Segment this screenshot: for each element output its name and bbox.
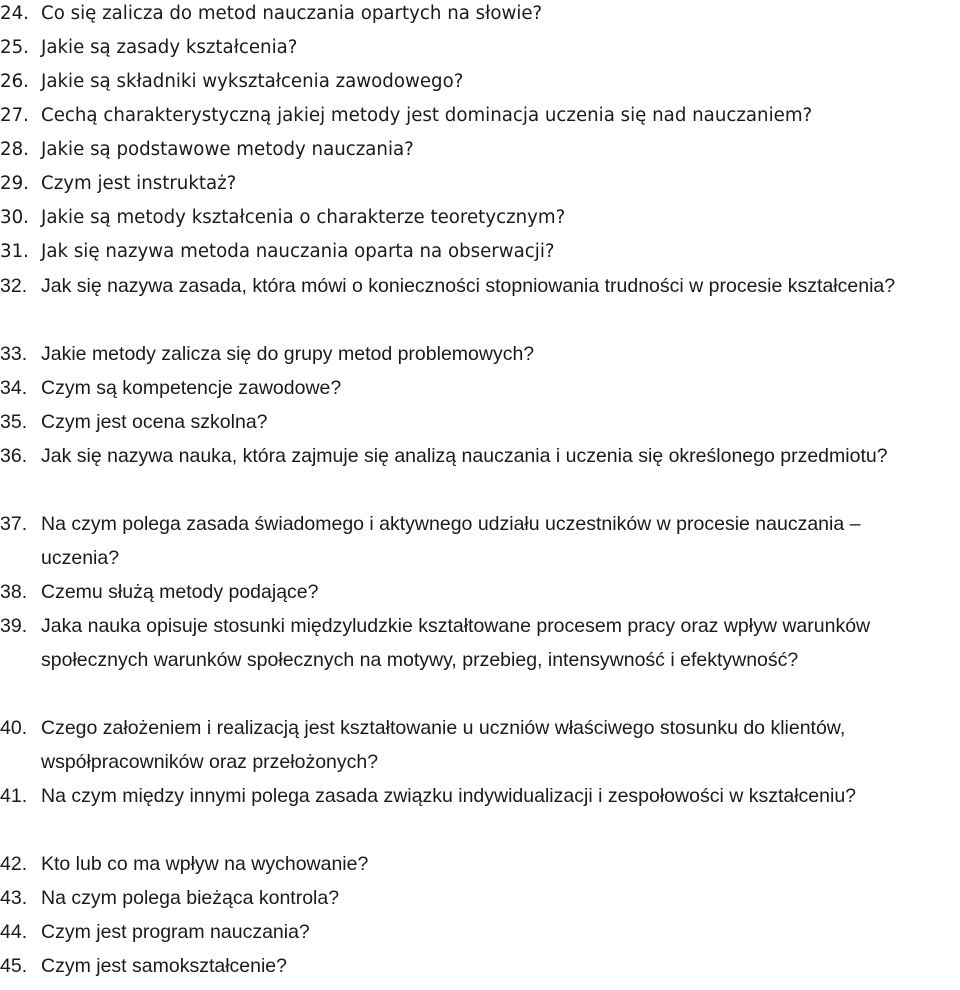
question-item-30	[0, 201, 940, 235]
question-text: Cechą charakterystyczną jakiej metody jest dominacja uczenia się nad nauczaniem?	[41, 105, 813, 126]
question-text: Czym jest samokształcenie?	[41, 955, 287, 977]
question-number: 41.	[0, 785, 28, 807]
question-text: Czym są kompetencje zawodowe?	[41, 377, 342, 399]
question-number: 35.	[0, 411, 28, 433]
question-number: 34.	[0, 377, 28, 399]
question-item-28	[0, 133, 940, 167]
question-text: Jakie są metody kształcenia o charakterze teoretycznym?	[41, 207, 566, 228]
question-text: Jaka nauka opisuje stosunki międzyludzkie kształtowane procesem pracy oraz wpływ warunków społecznych warunków społecznych na motywy, przebieg, intensywność i efektywność?	[41, 615, 871, 671]
question-text: Na czym polega zasada świadomego i aktywnego udziału uczestników w procesie nauczania – uczenia?	[41, 513, 861, 569]
question-text: Jak się nazywa nauka, która zajmuje się analizą nauczania i uczenia się określonego przedmiotu?	[41, 445, 888, 467]
question-number: 26.	[0, 71, 29, 92]
question-text: Na czym polega bieżąca kontrola?	[41, 887, 340, 909]
question-item-43	[0, 881, 940, 915]
question-text: Kto lub co ma wpływ na wychowanie?	[41, 853, 369, 875]
question-text: Czym jest instruktaż?	[41, 173, 237, 194]
question-item-36	[0, 439, 940, 507]
question-text: Jak się nazywa metoda nauczania oparta na obserwacji?	[41, 241, 555, 262]
question-item-35	[0, 405, 940, 439]
question-item-29	[0, 167, 940, 201]
question-number: 28.	[0, 139, 29, 160]
question-item-33	[0, 337, 940, 371]
question-number: 37.	[0, 513, 28, 535]
question-text: Jakie są składniki wykształcenia zawodowego?	[41, 71, 464, 92]
question-item-44	[0, 915, 940, 949]
question-item-34	[0, 371, 940, 405]
question-number: 29.	[0, 173, 29, 194]
question-number: 33.	[0, 343, 28, 365]
question-number: 40.	[0, 717, 28, 739]
question-item-31	[0, 235, 940, 269]
question-number: 39.	[0, 615, 28, 637]
question-number: 32.	[0, 275, 28, 297]
question-number: 36.	[0, 445, 28, 467]
question-item-32	[0, 269, 940, 337]
question-number: 38.	[0, 581, 28, 603]
question-text: Jak się nazywa zasada, która mówi o konieczności stopniowania trudności w procesie kształcenia?	[41, 275, 896, 297]
question-text: Co się zalicza do metod nauczania opartych na słowie?	[41, 3, 543, 24]
question-number: 30.	[0, 207, 29, 228]
question-text: Czym jest ocena szkolna?	[41, 411, 268, 433]
question-number: 27.	[0, 105, 29, 126]
question-number: 42.	[0, 853, 28, 875]
question-item-27	[0, 99, 940, 133]
question-text: Czym jest program nauczania?	[41, 921, 310, 943]
question-item-25	[0, 31, 940, 65]
question-number: 44.	[0, 921, 28, 943]
question-item-26	[0, 65, 940, 99]
question-item-41	[0, 779, 940, 847]
question-item-40	[0, 711, 940, 779]
question-number: 45.	[0, 955, 28, 977]
question-text: Jakie są podstawowe metody nauczania?	[41, 139, 414, 160]
question-number: 24.	[0, 3, 29, 24]
question-item-45	[0, 949, 940, 983]
question-text: Jakie metody zalicza się do grupy metod problemowych?	[41, 343, 535, 365]
question-number: 25.	[0, 37, 29, 58]
question-text: Czemu służą metody podające?	[41, 581, 319, 603]
question-text: Jakie są zasady kształcenia?	[41, 37, 298, 58]
question-item-37	[0, 507, 940, 575]
question-text: Na czym między innymi polega zasada związku indywidualizacji i zespołowości w kształceniu?	[41, 785, 857, 807]
question-item-24	[0, 0, 940, 31]
question-number: 43.	[0, 887, 28, 909]
question-item-38	[0, 575, 940, 609]
question-number: 31.	[0, 241, 29, 262]
question-text: Czego założeniem i realizacją jest kształtowanie u uczniów właściwego stosunku do klientów, współpracowników oraz przełożonych?	[41, 717, 846, 773]
question-item-39	[0, 609, 940, 711]
question-item-42	[0, 847, 940, 881]
